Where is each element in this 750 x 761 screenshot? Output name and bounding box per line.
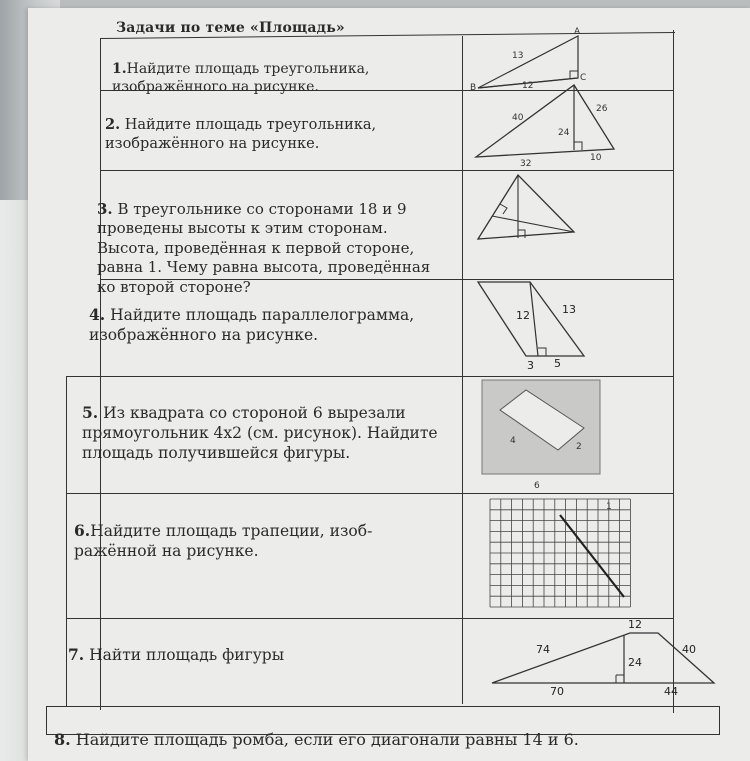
figure-1-label-a: A [574, 27, 581, 37]
figure-4-label-3: 3 [527, 359, 534, 372]
task-2-text: Найдите площадь треугольника, изображённого на рисунке. [105, 117, 377, 152]
task-5-number: 5. [82, 403, 99, 422]
row-line-7 [46, 706, 720, 707]
table-border-left [100, 38, 101, 710]
figure-7-trapezoid [484, 616, 720, 704]
task-6-text: Найдите площадь трапеции, изоб- ражённой на рисунке. [74, 522, 373, 560]
task-8 [54, 710, 579, 750]
figure-7-label-70: 70 [550, 685, 564, 698]
task-8-text: Найдите площадь ромба, если его диагонали равны 14 и 6. [70, 730, 579, 749]
figure-2-label-26: 26 [596, 104, 608, 114]
task-6 [74, 501, 458, 561]
task-5 [82, 383, 438, 463]
task-1-number: 1. [112, 61, 127, 77]
task-4 [89, 285, 414, 345]
figure-6-grid-trapezoid [488, 497, 632, 609]
figure-7-label-12: 12 [628, 618, 642, 631]
figure-7-label-74: 74 [536, 643, 550, 656]
table-border-left-lower [66, 376, 67, 706]
task-6-number: 6. [74, 521, 91, 540]
task-1 [112, 42, 369, 96]
task-7-text: Найти площадь фигуры [84, 646, 285, 664]
figure-1-label-base: 12 [522, 81, 534, 91]
figure-1-label-b: B [470, 83, 477, 92]
figure-4-label-5: 5 [554, 357, 561, 370]
task-8-number: 8. [54, 730, 71, 749]
figure-4-parallelogram [470, 276, 670, 374]
figure-2-label-10: 10 [590, 153, 602, 163]
worksheet-title: Задачи по теме «Площадь» [116, 20, 345, 36]
task-2-number: 2. [105, 116, 121, 133]
figure-4-label-13: 13 [562, 303, 576, 316]
task-4-text: Найдите площадь параллелограмма, изображённого на рисунке. [89, 306, 415, 344]
figure-6-label-1: 1 [606, 502, 612, 512]
figure-5-label-4: 4 [510, 436, 516, 446]
figure-5-label-2: 2 [576, 442, 582, 452]
table-border-left-bottom [46, 706, 47, 734]
row-line-5 [66, 493, 673, 494]
task-3-text: В треугольнике со сторонами 18 и 9 проведены высоты к этим сторонам. Высота, проведённая к первой стороне, равна 1. Чему равна высота, проведённая ко второй стороне? [97, 199, 431, 296]
task-3-number: 3. [97, 199, 113, 218]
table-border-right [673, 30, 674, 713]
figure-5-label-6: 6 [534, 481, 540, 491]
task-5-text: Из квадрата со стороной 6 вырезали прямоугольник 4х2 (см. рисунок). Найдите площадь получившейся фигуры. [82, 404, 438, 462]
figure-7-label-44: 44 [664, 685, 678, 698]
figure-2-label-24: 24 [558, 128, 570, 138]
table-divider-vertical [462, 36, 463, 704]
task-7 [68, 625, 284, 665]
figure-2-label-40: 40 [512, 113, 524, 123]
figure-3-triangle-heights [470, 170, 670, 278]
table-border-right-lower [719, 706, 720, 734]
task-7-number: 7. [68, 645, 85, 664]
figure-2-label-32: 32 [520, 159, 532, 169]
figure-7-label-40: 40 [682, 643, 696, 656]
figure-1-label-side: 13 [512, 51, 524, 61]
task-3 [97, 180, 430, 297]
task-1-text: Найдите площадь треугольника, изображённого на рисунке. [112, 61, 370, 95]
figure-1-label-c: C [580, 73, 587, 83]
figure-5-square-cutout [478, 378, 608, 492]
row-line-4 [66, 376, 673, 377]
figure-7-label-24: 24 [628, 656, 642, 669]
figure-2-triangle-with-height [466, 80, 671, 170]
task-4-number: 4. [89, 305, 106, 324]
figure-4-label-12: 12 [516, 309, 530, 322]
task-2 [105, 96, 376, 154]
